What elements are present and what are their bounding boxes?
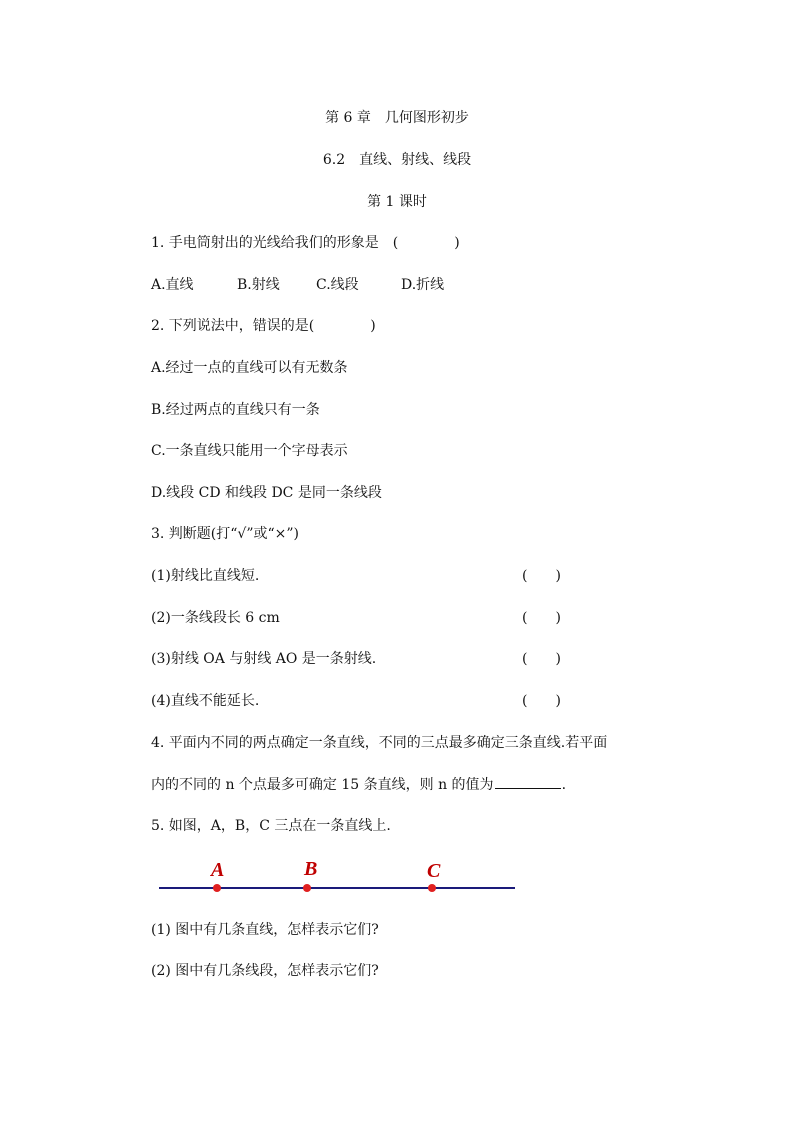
question-1-stem: 1. 手电筒射出的光线给我们的形象是 ( ) [151, 235, 460, 251]
question-4-line-1: 4. 平面内不同的两点确定一条直线，不同的三点最多确定三条直线.若平面 [151, 735, 608, 751]
question-5-sub-1: (1) 图中有几条直线，怎样表示它们? [151, 922, 379, 938]
question-4-period: . [561, 777, 567, 793]
judgement-item-3: (3)射线 OA 与射线 AO 是一条射线. [151, 651, 377, 667]
question-2-option-b: B.经过两点的直线只有一条 [151, 402, 320, 418]
judgement-item-1-blank: ( ) [522, 568, 561, 584]
label-a: A [211, 859, 225, 881]
point-c [428, 884, 436, 892]
judgement-item-4: (4)直线不能延长. [151, 693, 260, 709]
label-b: B [304, 858, 318, 880]
question-2-stem: 2. 下列说法中，错误的是( ) [151, 318, 376, 334]
lesson-title: 第 1 课时 [367, 194, 427, 210]
judgement-item-2: (2)一条线段长 6 cm [151, 610, 280, 626]
label-c: C [427, 860, 441, 882]
answer-blank [495, 774, 561, 789]
option-a: A.直线 [151, 277, 194, 293]
judgement-item-2-blank: ( ) [522, 610, 561, 626]
point-a [213, 884, 221, 892]
option-d: D.折线 [401, 277, 445, 293]
option-b: B.射线 [237, 277, 280, 293]
point-b [303, 884, 311, 892]
section-title: 6.2 直线、射线、线段 [322, 152, 472, 168]
question-2-option-a: A.经过一点的直线可以有无数条 [151, 360, 348, 376]
question-5-sub-2: (2) 图中有几条线段，怎样表示它们? [151, 963, 379, 979]
judgement-item-3-blank: ( ) [522, 651, 561, 667]
judgement-item-4-blank: ( ) [522, 693, 561, 709]
question-5-stem: 5. 如图，A，B，C 三点在一条直线上. [151, 818, 391, 834]
option-c: C.线段 [316, 277, 359, 293]
judgement-item-1: (1)射线比直线短. [151, 568, 260, 584]
question-2-option-c: C.一条直线只能用一个字母表示 [151, 443, 348, 459]
line-figure [0, 850, 794, 900]
question-4-text: 内的不同的 n 个点最多可确定 15 条直线，则 n 的值为 [151, 777, 494, 793]
question-4-line-2 [151, 774, 566, 795]
question-1-options [151, 275, 444, 295]
question-3-stem: 3. 判断题(打“√”或“×”) [151, 526, 300, 542]
question-2-option-d: D.线段 CD 和线段 DC 是同一条线段 [151, 485, 382, 501]
chapter-title: 第 6 章 几何图形初步 [325, 110, 469, 126]
